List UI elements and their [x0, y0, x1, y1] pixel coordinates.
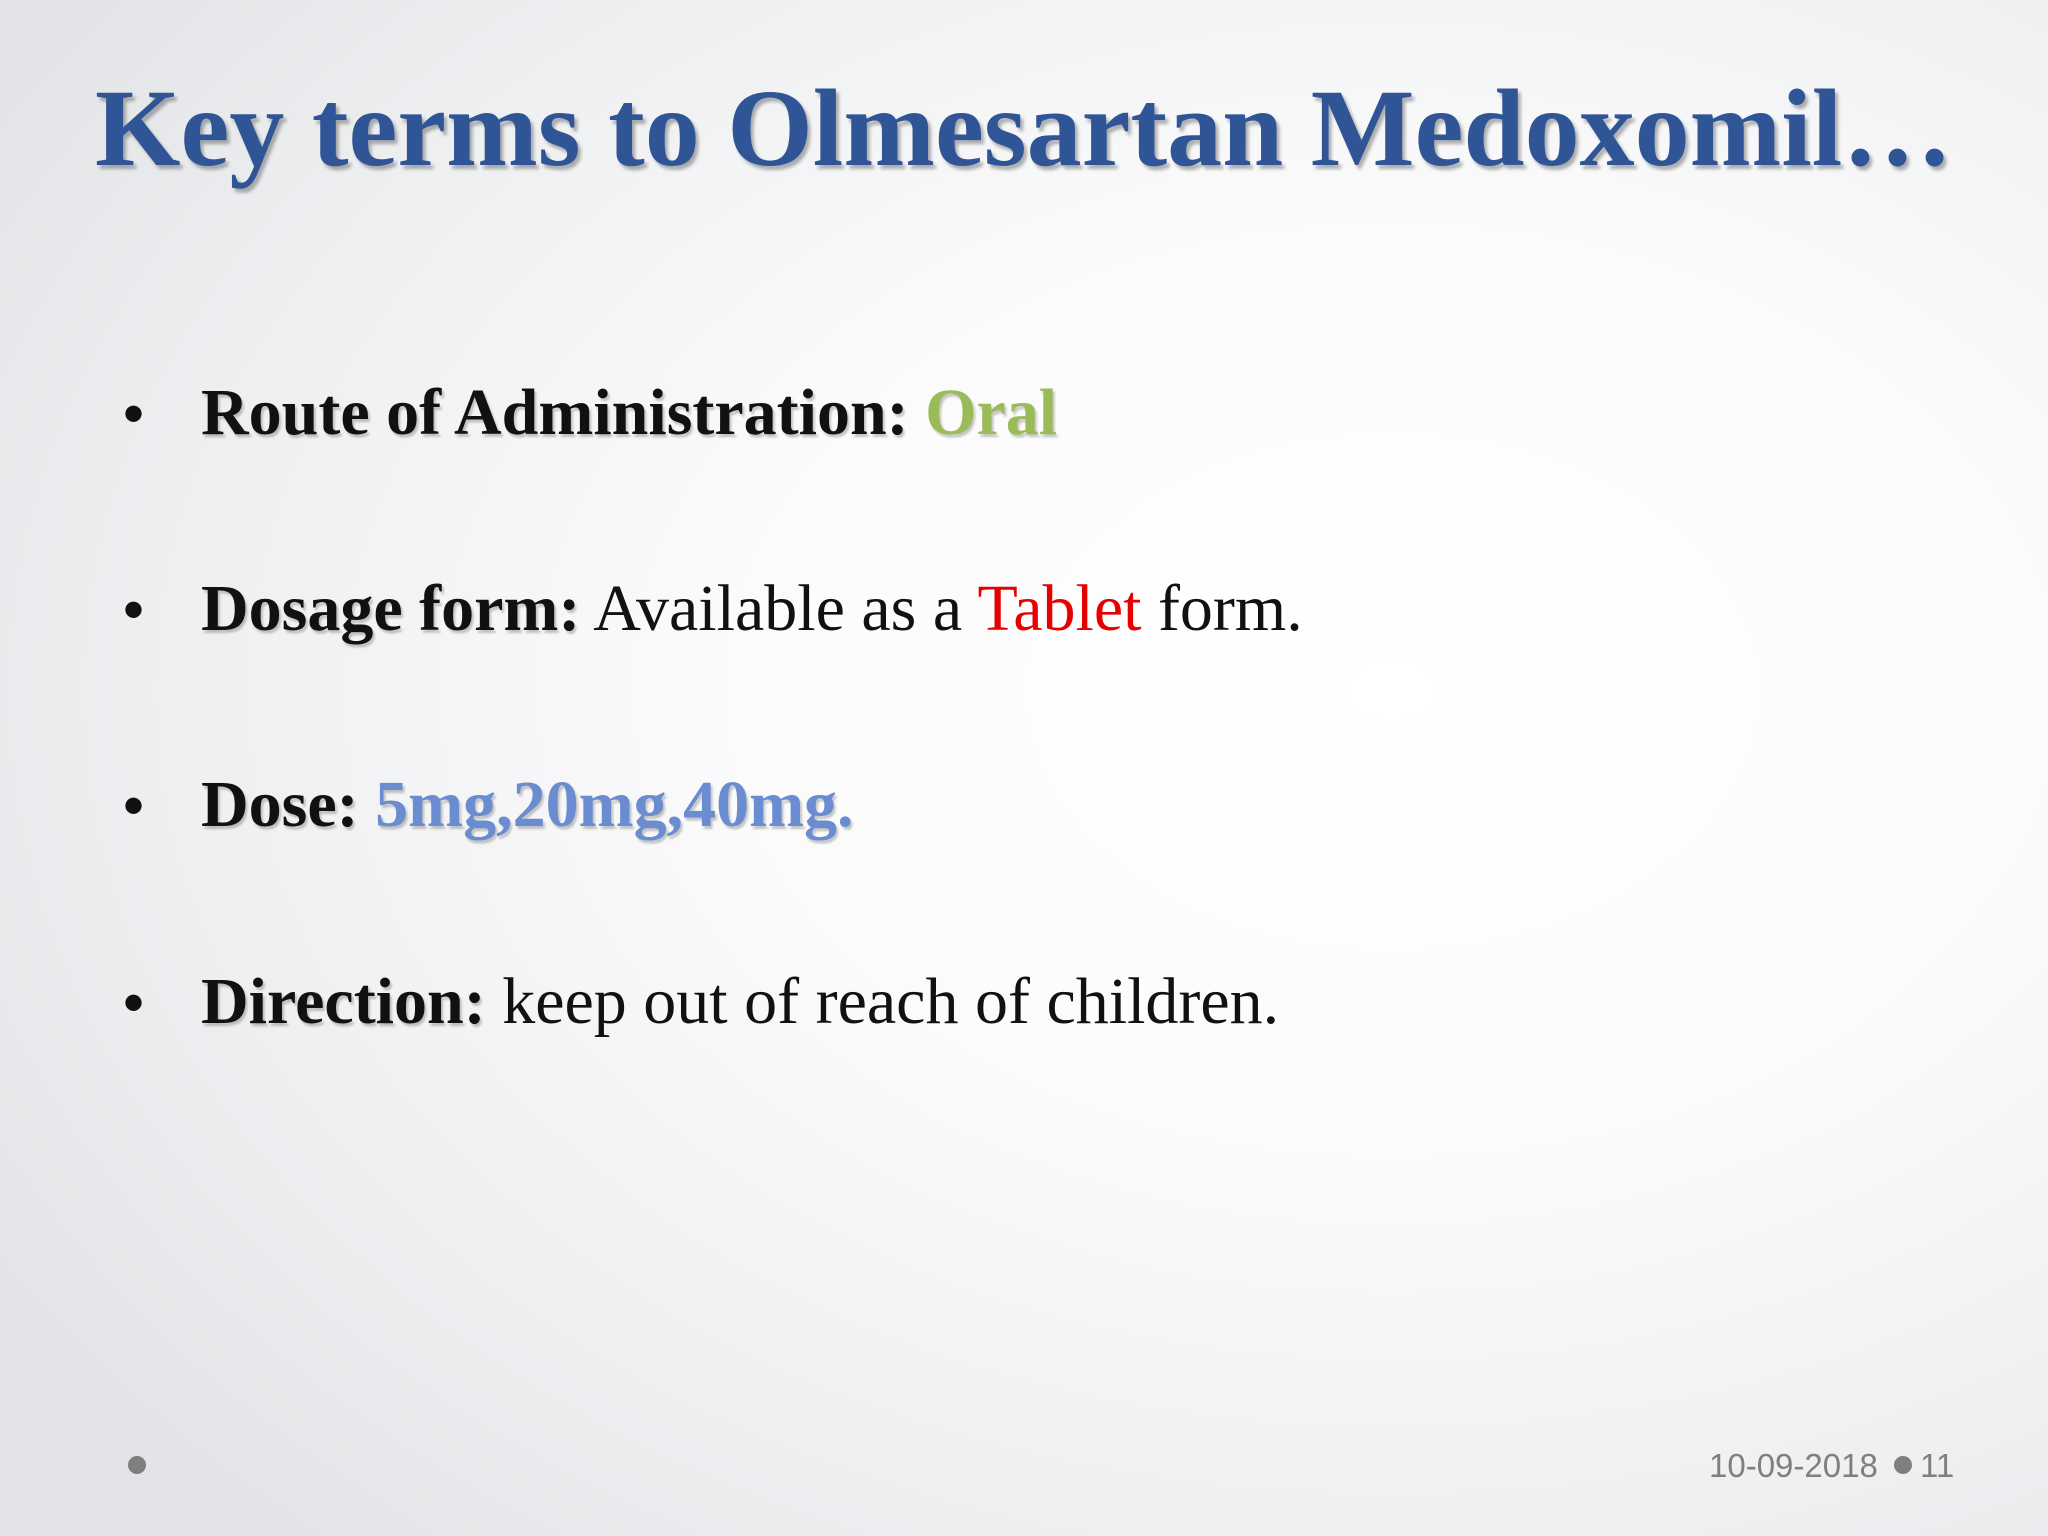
footer-separator-dot-icon — [1894, 1456, 1912, 1474]
dosage-text-after: form. — [1157, 572, 1303, 645]
bullet-icon: • — [123, 576, 145, 643]
bullet-item-dosage-form — [123, 569, 1303, 650]
slide-title: Key terms to Olmesartan Medoxomil… — [95, 67, 1953, 189]
dosage-highlight: Tablet — [977, 572, 1142, 645]
term-label: Dosage form: — [201, 572, 581, 645]
dose-value: 5mg,20mg,40mg. — [375, 768, 854, 841]
term-label: Route of Administration: — [201, 376, 909, 449]
bullet-icon: • — [123, 969, 145, 1036]
bullet-icon: • — [123, 772, 145, 839]
page-number: 11 — [1920, 1447, 1955, 1484]
bullet-item-dose — [123, 765, 854, 846]
term-label: Dose: — [201, 768, 359, 841]
footer-dot-icon — [128, 1456, 146, 1474]
bullet-item-direction — [123, 962, 1279, 1043]
bullet-icon: • — [123, 380, 145, 447]
footer-date: 10-09-2018 — [1709, 1447, 1878, 1484]
dosage-text-before: Available as a — [593, 572, 963, 645]
bullet-item-route — [123, 373, 1057, 454]
term-label: Direction: — [201, 965, 486, 1038]
direction-text: keep out of reach of children. — [502, 965, 1280, 1038]
route-value: Oral — [925, 376, 1058, 449]
